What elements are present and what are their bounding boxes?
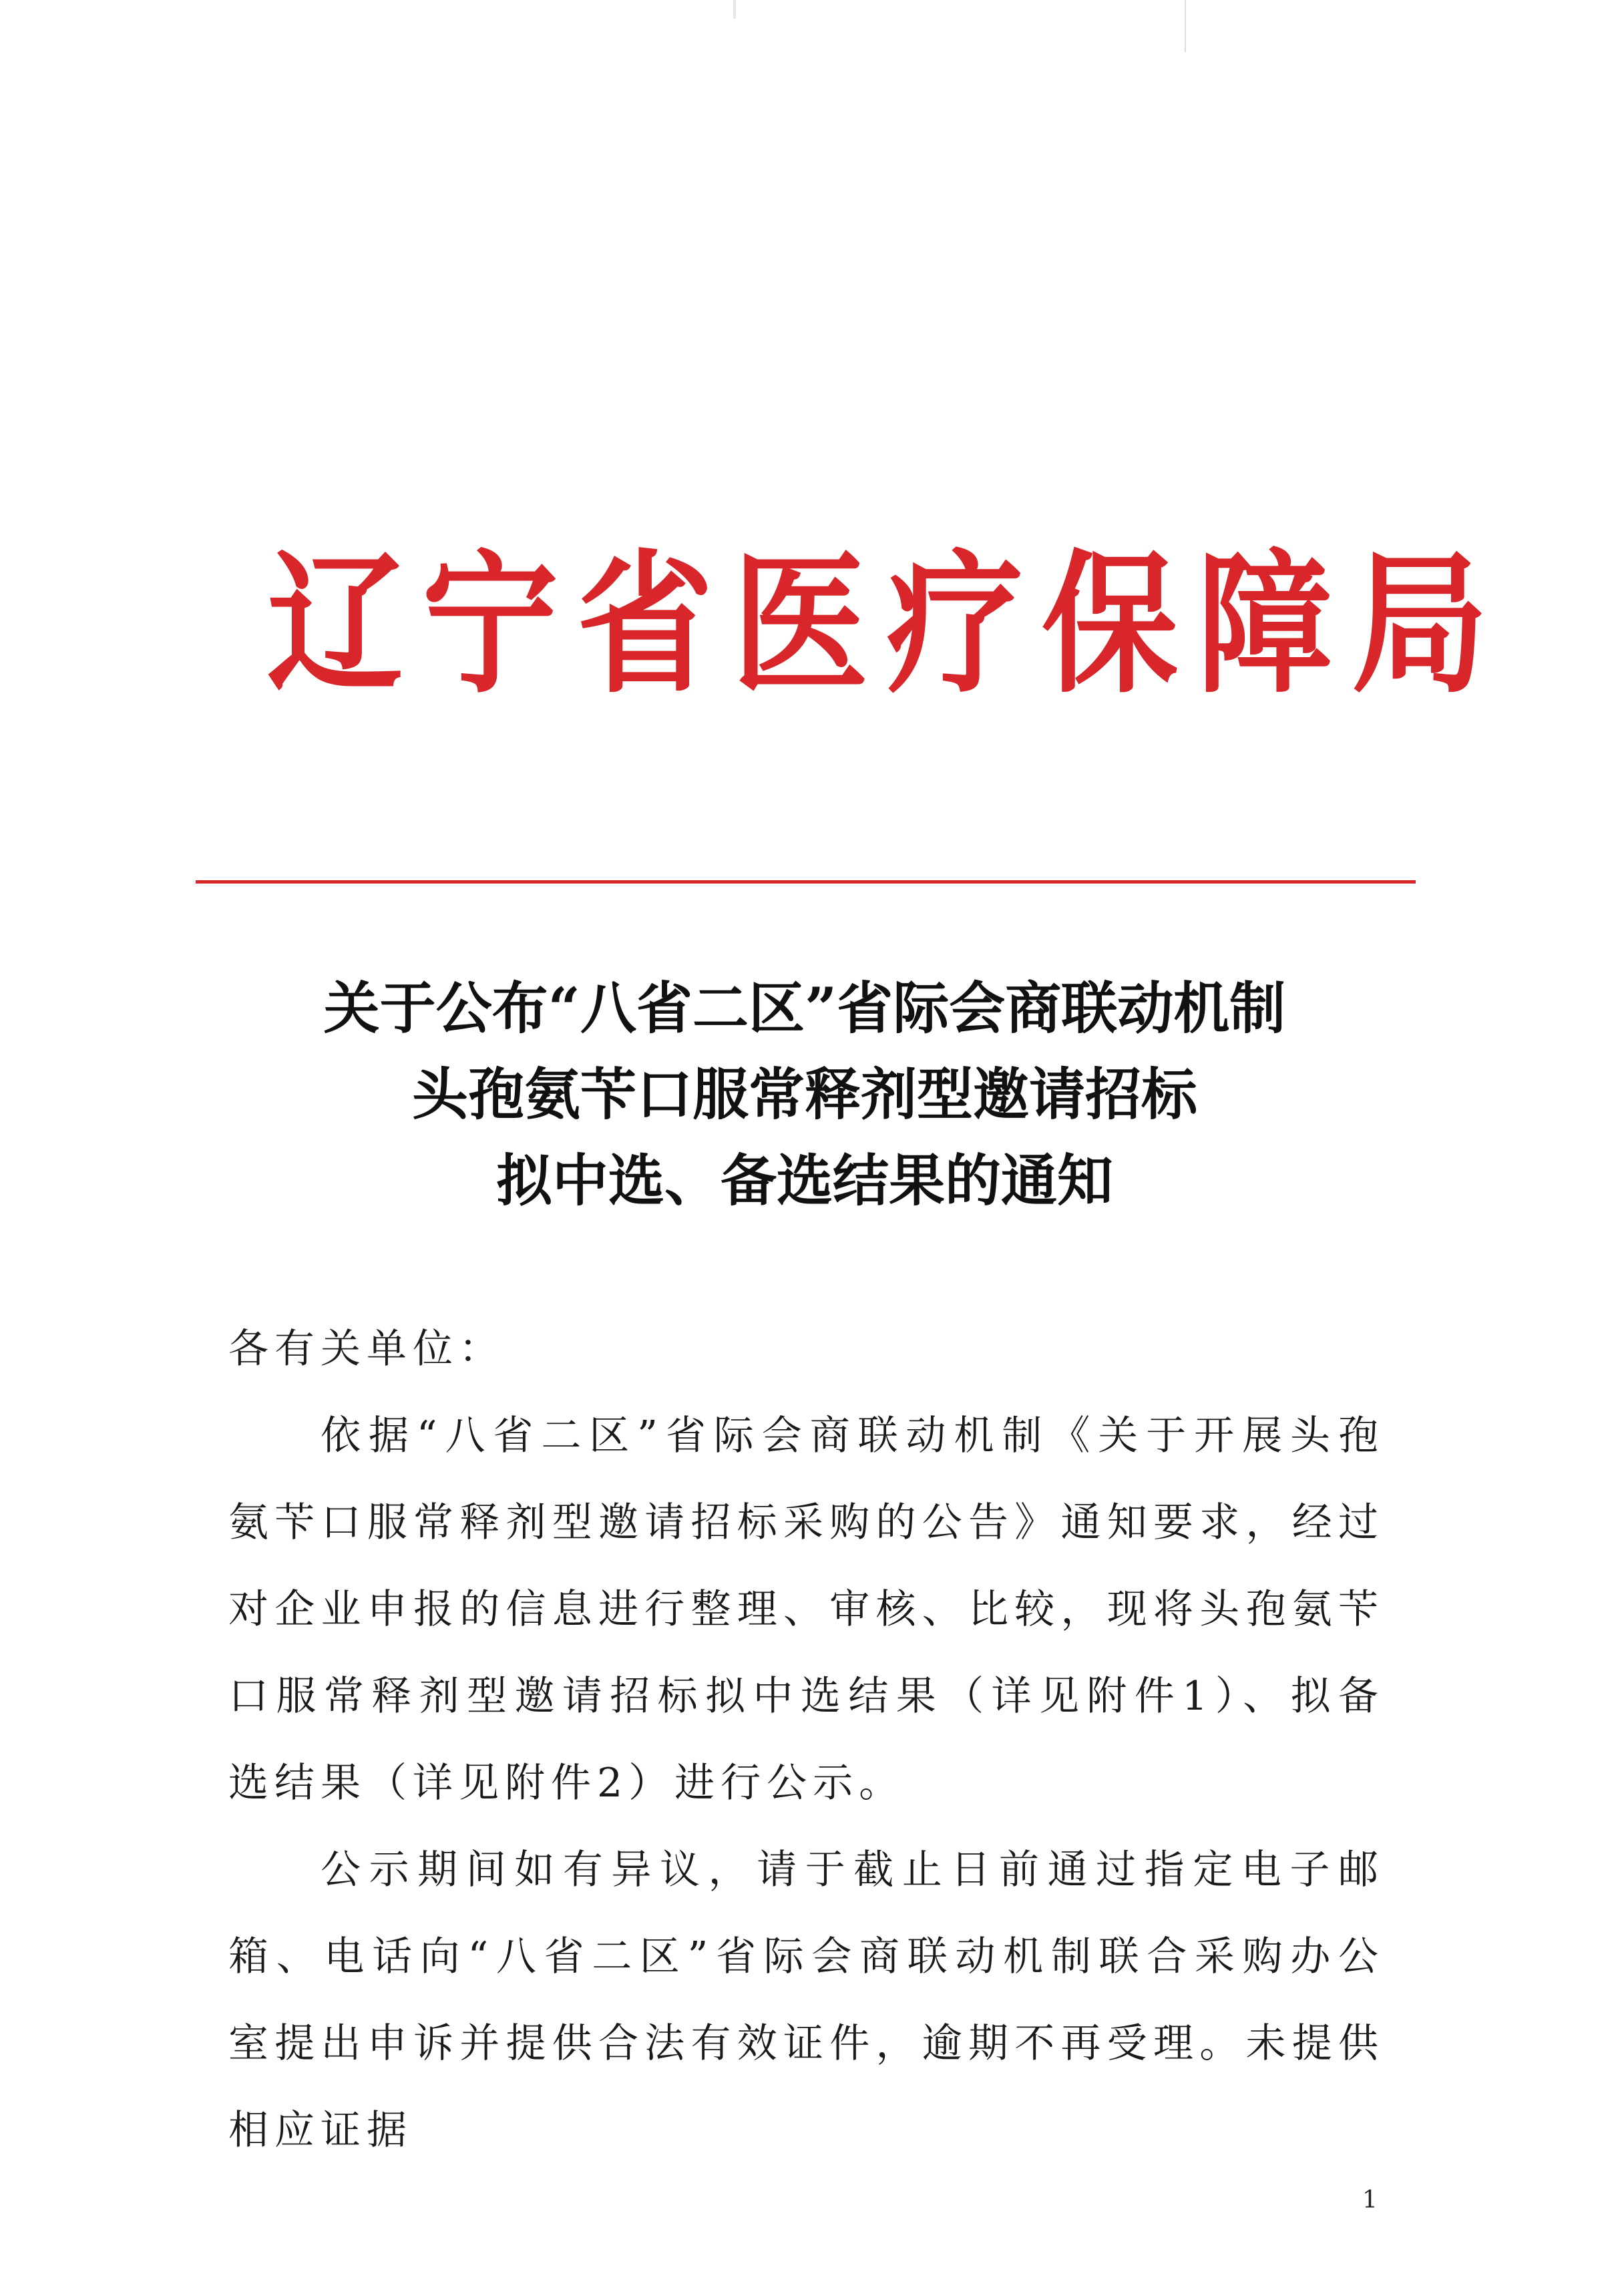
page-number: 1 [1362,2186,1378,2214]
scan-artifact-line [1185,0,1186,52]
title-line-2: 头孢氨苄口服常释剂型邀请招标 [411,1061,1197,1127]
title-line-1: 关于公布“八省二区”省际会商联动机制 [323,975,1286,1041]
body-paragraph-2: 公示期间如有异议，请于截止日前通过指定电子邮箱、电话向“八省二区”省际会商联动机制联合采购办公室提出申诉并提供合法有效证件，逾期不再受理。未提供相应证据 [228,1847,1384,2154]
scan-artifact-mark [733,0,736,19]
title-line-3: 拟中选、备选结果的通知 [495,1147,1113,1213]
salutation: 各有关单位： [228,1326,505,1372]
body-paragraph-1: 依据“八省二区”省际会商联动机制《关于开展头孢氨苄口服常释剂型邀请招标采购的公告》通知要求，经过对企业申报的信息进行整理、审核、比较，现将头孢氨苄口服常释剂型邀请招标拟中选结果（详见附件1）、拟备选结果（详见附件2）进行公示。 [228,1412,1384,1806]
agency-header: 辽宁省医疗保障局 [267,534,1506,715]
red-divider-rule [196,880,1416,884]
document-title [200,965,1409,1223]
